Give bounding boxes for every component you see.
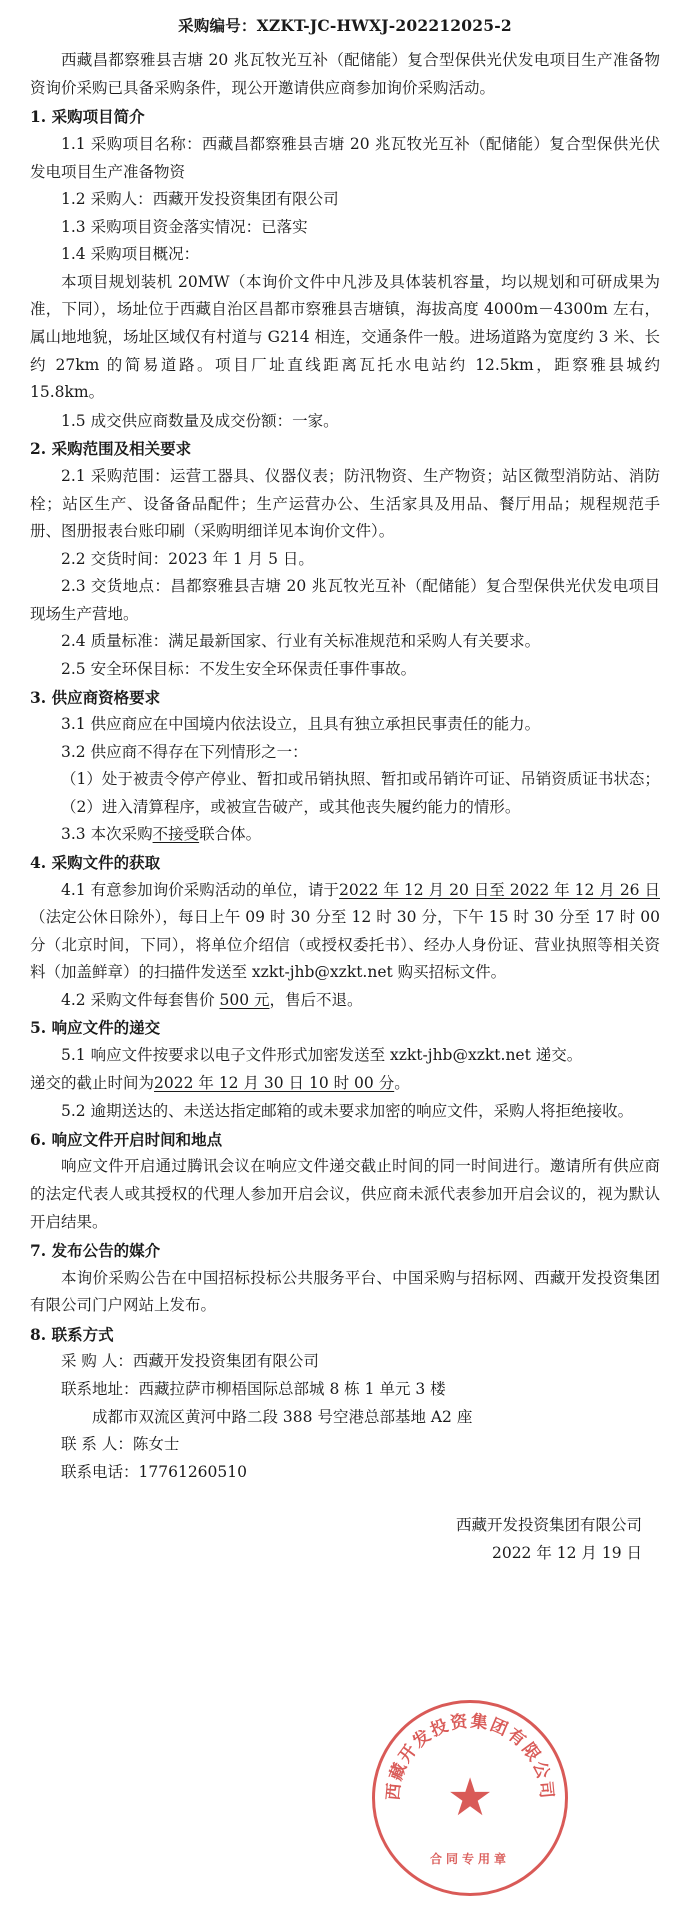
section-4-item-1-part3: （法定公休日除外），每日上午 09 时 30 分至 12 时 30 分，下午 15 时 30 分至 17 时 00 分（北京时间，下同），将单位介绍信（或授权委托书）、经办人身份证、营业执照等相关资料（加盖鲜章）的扫描件发送至 xzkt-jhb@xzkt.net 购买招标文件。 [30, 908, 660, 982]
section-2-item-2: 2.2 交货时间：2023 年 1 月 5 日。 [61, 549, 314, 568]
seal-company-arc: 西藏开发投资集团有限公司 [383, 1711, 557, 1802]
section-4-item-1 [30, 877, 660, 987]
contact-person-value: 陈女士 [132, 1435, 180, 1454]
section-3-item-2: 3.2 供应商不得存在下列情形之一： [61, 742, 308, 761]
signature-company: 西藏开发投资集团有限公司 [455, 1516, 642, 1535]
section-1-item-1: 1.1 采购项目名称：西藏昌都察雅县吉塘 20 兆瓦牧光互补（配储能）复合型保供光伏发电项目生产准备物资 [30, 134, 660, 181]
contact-address-secondary-value: 成都市双流区黄河中路二段 388 号空港总部基地 A2 座 [92, 1407, 473, 1426]
signature-block [30, 1512, 660, 1568]
section-3-item-3 [30, 821, 660, 849]
section-3-item-3-suffix: 联合体。 [199, 825, 262, 844]
section-5-item-1: 5.1 响应文件按要求以电子文件形式加密发送至 xzkt-jhb@xzkt.net 递交。 [61, 1046, 583, 1065]
section-3-item-3-underlined: 不接受 [152, 825, 200, 844]
section-title-3: 3. 供应商资格要求 [30, 687, 161, 707]
section-3-item-2b: （2）进入清算程序，或被宣告破产，或其他丧失履约能力的情形。 [61, 797, 521, 816]
section-1-item-2: 1.2 采购人：西藏开发投资集团有限公司 [61, 190, 339, 209]
section-4-item-2 [30, 987, 660, 1015]
contact-address-secondary [30, 1404, 660, 1432]
section-title-5: 5. 响应文件的递交 [30, 1018, 161, 1038]
section-6-body: 响应文件开启通过腾讯会议在响应文件递交截止时间的同一时间进行。邀请所有供应商的法定代表人或其授权的代理人参加开启会议，供应商未派代表参加开启会议的，视为默认开启结果。 [30, 1157, 660, 1231]
section-1-item-4: 1.4 采购项目概况： [61, 245, 200, 264]
section-3-item-1: 3.1 供应商应在中国境内依法设立，且具有独立承担民事责任的能力。 [61, 715, 541, 734]
section-4-item-1-part1: 4.1 有意参加询价采购活动的单位，请于 [61, 880, 340, 899]
section-title-1: 1. 采购项目简介 [30, 107, 145, 127]
section-2-item-1: 2.1 采购范围：运营工器具、仪器仪表；防汛物资、生产物资；站区微型消防站、消防栓；站区生产、设备备品配件；生产运营办公、生活家具及用品、餐厅用品；规程规范手册、图册报表台账印刷（采购明细详见本询价文件）。 [30, 466, 660, 541]
contact-address-label: 联系地址： [61, 1380, 139, 1398]
section-4-item-2-price: 500 元 [219, 990, 270, 1009]
section-5-deadline-suffix: 。 [394, 1073, 410, 1092]
section-title-4: 4. 采购文件的获取 [30, 853, 161, 873]
contact-purchaser [30, 1348, 660, 1376]
section-4-item-2-part3: ，售后不退。 [269, 990, 363, 1009]
section-title-2: 2. 采购范围及相关要求 [30, 439, 192, 459]
section-1-overview-text: 本项目规划装机 20MW（本询价文件中凡涉及具体装机容量，均以规划和可研成果为准，下同），场址位于西藏自治区昌都市察雅县吉塘镇，海拔高度 4000m－4300m 左右，属山地地貌，场址区域仅有村道与 G214 相连，交通条件一般。进场道路为宽度约 3 米、长约 27km 的简易道路。项目厂址直线距离瓦托水电站约 12.5km，距察雅县城约 15.8km。 [30, 272, 660, 402]
opening-paragraph: 西藏昌都察雅县吉塘 20 兆瓦牧光互补（配储能）复合型保供光伏发电项目生产准备物资询价采购已具备采购条件，现公开邀请供应商参加询价采购活动。 [30, 51, 660, 97]
section-4-item-1-dates: 2022 年 12 月 20 日至 2022 年 12 月 26 日 [339, 880, 660, 899]
seal-arc-text-svg [375, 1703, 565, 1893]
section-5-deadline-datetime: 2022 年 12 月 30 日 10 时 00 分 [154, 1073, 395, 1092]
seal-bottom-text: 合同专用章 [429, 1852, 510, 1866]
signature-date: 2022 年 12 月 19 日 [491, 1544, 642, 1563]
section-3-item-2a: （1）处于被责令停产停业、暂扣或吊销执照、暂扣或吊销许可证、吊销资质证书状态； [61, 770, 660, 789]
contact-address-value: 西藏拉萨市柳梧国际总部城 8 栋 1 单元 3 楼 [138, 1380, 446, 1398]
section-3-item-3-prefix: 3.3 本次采购 [61, 825, 153, 844]
section-title-7: 7. 发布公告的媒介 [30, 1241, 161, 1261]
seal-inner [375, 1703, 565, 1893]
section-title-8: 8. 联系方式 [30, 1324, 114, 1344]
section-5-item-2: 5.2 逾期送达的、未送达指定邮箱的或未要求加密的响应文件，采购人将拒绝接收。 [61, 1102, 634, 1121]
document-number: 采购编号：XZKT-JC-HWXJ-202212025-2 [178, 16, 512, 35]
contact-purchaser-value: 西藏开发投资集团有限公司 [132, 1352, 319, 1371]
section-title-6: 6. 响应文件开启时间和地点 [30, 1129, 223, 1149]
section-7-body: 本询价采购公告在中国招标投标公共服务平台、中国采购与招标网、西藏开发投资集团有限公司门户网站上发布。 [30, 1268, 660, 1315]
contact-phone [30, 1459, 660, 1487]
contact-address [30, 1376, 660, 1404]
contact-person [30, 1431, 660, 1459]
section-5-deadline-prefix: 递交的截止时间为 [30, 1073, 155, 1092]
section-1-item-3: 1.3 采购项目资金落实情况：已落实 [61, 217, 308, 236]
contact-phone-value: 17761260510 [138, 1462, 247, 1481]
contact-phone-label: 联系电话： [61, 1462, 139, 1481]
section-1-item-5: 1.5 成交供应商数量及成交份额：一家。 [61, 411, 339, 430]
contact-person-label: 联 系 人： [61, 1435, 133, 1454]
seal-star-icon: ★ [446, 1768, 494, 1828]
contact-purchaser-label: 采 购 人： [61, 1352, 133, 1371]
section-5-deadline [30, 1070, 660, 1098]
section-4-item-2-part1: 4.2 采购文件每套售价 [61, 990, 220, 1009]
official-seal [372, 1700, 568, 1896]
section-2-item-4: 2.4 质量标准：满足最新国家、行业有关标准规范和采购人有关要求。 [61, 632, 541, 651]
section-2-item-3: 2.3 交货地点：昌都察雅县吉塘 20 兆瓦牧光互补（配储能）复合型保供光伏发电项目现场生产营地。 [30, 577, 660, 623]
section-2-item-5: 2.5 安全环保目标：不发生安全环保责任事件事故。 [61, 659, 417, 678]
